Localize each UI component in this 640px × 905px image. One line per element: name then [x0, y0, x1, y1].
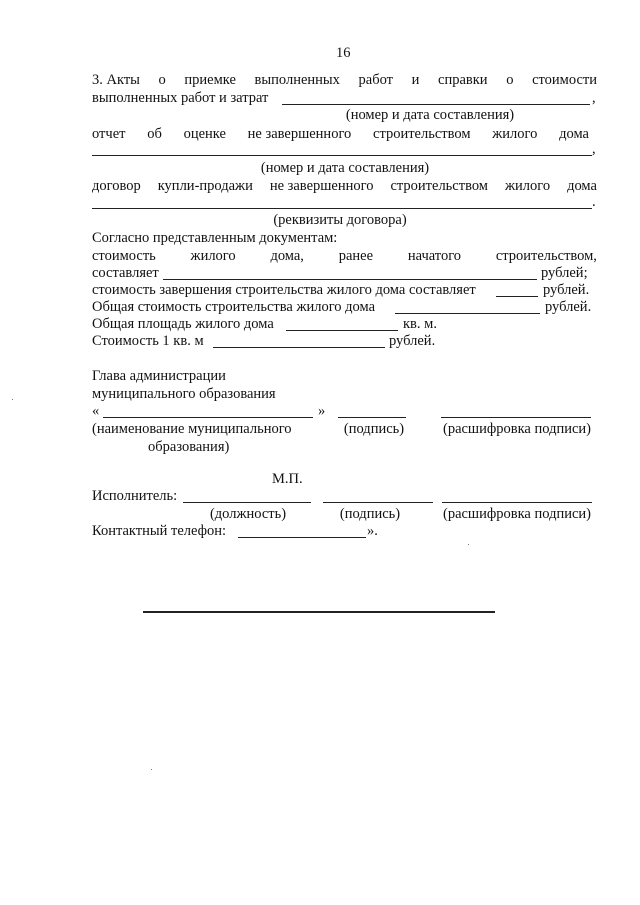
- started-word: дома,: [270, 248, 304, 264]
- contract-word: строительством: [390, 178, 488, 194]
- stamp-place: М.П.: [272, 471, 303, 487]
- acts-word: выполненных: [254, 72, 340, 88]
- started-cost-unit: рублей;: [541, 265, 588, 281]
- acts-line-1: [92, 72, 597, 89]
- contract-word: не завершенного: [269, 178, 374, 194]
- started-word: ранее: [338, 248, 374, 264]
- area-text: Общая площадь жилого дома: [92, 316, 274, 332]
- acts-word: приемке: [184, 72, 236, 88]
- head-title-2: муниципального образования: [92, 386, 276, 402]
- caption-executor-position: (должность): [209, 506, 287, 522]
- contract-line: [92, 178, 597, 195]
- caption-municipality-name-2: образования): [148, 439, 230, 455]
- report-number-date-field[interactable]: [92, 155, 592, 156]
- report-line: [92, 126, 589, 143]
- acts-word: стоимости: [532, 72, 597, 88]
- acts-caption: (номер и дата составления): [345, 107, 515, 123]
- head-decoding-field[interactable]: [441, 417, 591, 418]
- contract-word: дома: [567, 178, 597, 194]
- sqm-cost-field[interactable]: [213, 347, 385, 348]
- quote-open: «: [92, 403, 100, 419]
- phone-end: ».: [367, 523, 378, 539]
- sqm-cost-text: Стоимость 1 кв. м: [92, 333, 204, 349]
- contract-details-field[interactable]: [92, 208, 592, 209]
- acts-word: работ: [358, 72, 393, 88]
- quote-close: »: [318, 403, 326, 419]
- report-word: жилого: [492, 126, 538, 142]
- started-cost-prefix: составляет: [92, 265, 159, 281]
- area-field[interactable]: [286, 330, 398, 331]
- caption-head-decoding: (расшифровка подписи): [442, 421, 592, 437]
- contract-word: купли-продажи: [157, 178, 253, 194]
- contract-line-end: .: [592, 194, 596, 210]
- contract-word: договор: [92, 178, 141, 194]
- caption-municipality-name-1: (наименование муниципального: [92, 421, 292, 437]
- report-word: оценке: [183, 126, 226, 142]
- caption-head-signature: (подпись): [343, 421, 405, 437]
- head-signature-field[interactable]: [338, 417, 406, 418]
- page-number: 16: [336, 45, 351, 61]
- scan-speck: [468, 544, 469, 545]
- report-word: дома: [559, 126, 589, 142]
- scan-speck: [151, 769, 152, 770]
- acts-word: о: [506, 72, 514, 88]
- acts-number-date-field[interactable]: [282, 104, 590, 105]
- total-cost-text: Общая стоимость строительства жилого дома: [92, 299, 376, 315]
- started-word: стоимость: [92, 248, 156, 264]
- acts-word: о: [158, 72, 166, 88]
- contract-caption: (реквизиты договора): [273, 212, 407, 228]
- executor-decoding-field[interactable]: [442, 502, 592, 503]
- area-unit: кв. м.: [403, 316, 437, 332]
- completion-cost-unit: рублей.: [543, 282, 590, 298]
- report-word: об: [147, 126, 162, 142]
- municipality-name-field[interactable]: [103, 417, 313, 418]
- total-cost-field[interactable]: [395, 313, 540, 314]
- acts-line-2-text: выполненных работ и затрат: [92, 90, 269, 106]
- costs-intro: Согласно представленным документам:: [92, 230, 338, 246]
- caption-executor-decoding: (расшифровка подписи): [442, 506, 592, 522]
- total-cost-unit: рублей.: [545, 299, 592, 315]
- report-word: строительством: [373, 126, 471, 142]
- completion-cost-text: стоимость завершения строительства жилого дома составляет: [92, 282, 476, 298]
- caption-executor-signature: (подпись): [339, 506, 401, 522]
- scan-speck: [12, 399, 13, 400]
- report-line-end: ,: [592, 141, 596, 157]
- executor-signature-field[interactable]: [323, 502, 433, 503]
- started-word: жилого: [190, 248, 236, 264]
- acts-word: 3. Акты: [92, 72, 140, 88]
- contract-word: жилого: [504, 178, 551, 194]
- started-cost-line: [92, 248, 597, 265]
- acts-word: и: [411, 72, 420, 88]
- report-word: отчет: [92, 126, 126, 142]
- sqm-cost-unit: рублей.: [389, 333, 436, 349]
- acts-word: справки: [438, 72, 488, 88]
- closing-divider: [143, 611, 495, 613]
- started-word: строительством,: [495, 248, 597, 264]
- report-word: не завершенного: [247, 126, 352, 142]
- started-word: начатого: [407, 248, 462, 264]
- acts-line-2-end: ,: [592, 90, 596, 106]
- report-caption: (номер и дата составления): [260, 160, 430, 176]
- completion-cost-field[interactable]: [496, 296, 538, 297]
- started-cost-field[interactable]: [163, 279, 537, 280]
- head-title-1: Глава администрации: [92, 368, 226, 384]
- phone-label: Контактный телефон:: [92, 523, 227, 539]
- executor-position-field[interactable]: [183, 502, 311, 503]
- executor-label: Исполнитель:: [92, 488, 178, 504]
- phone-field[interactable]: [238, 537, 366, 538]
